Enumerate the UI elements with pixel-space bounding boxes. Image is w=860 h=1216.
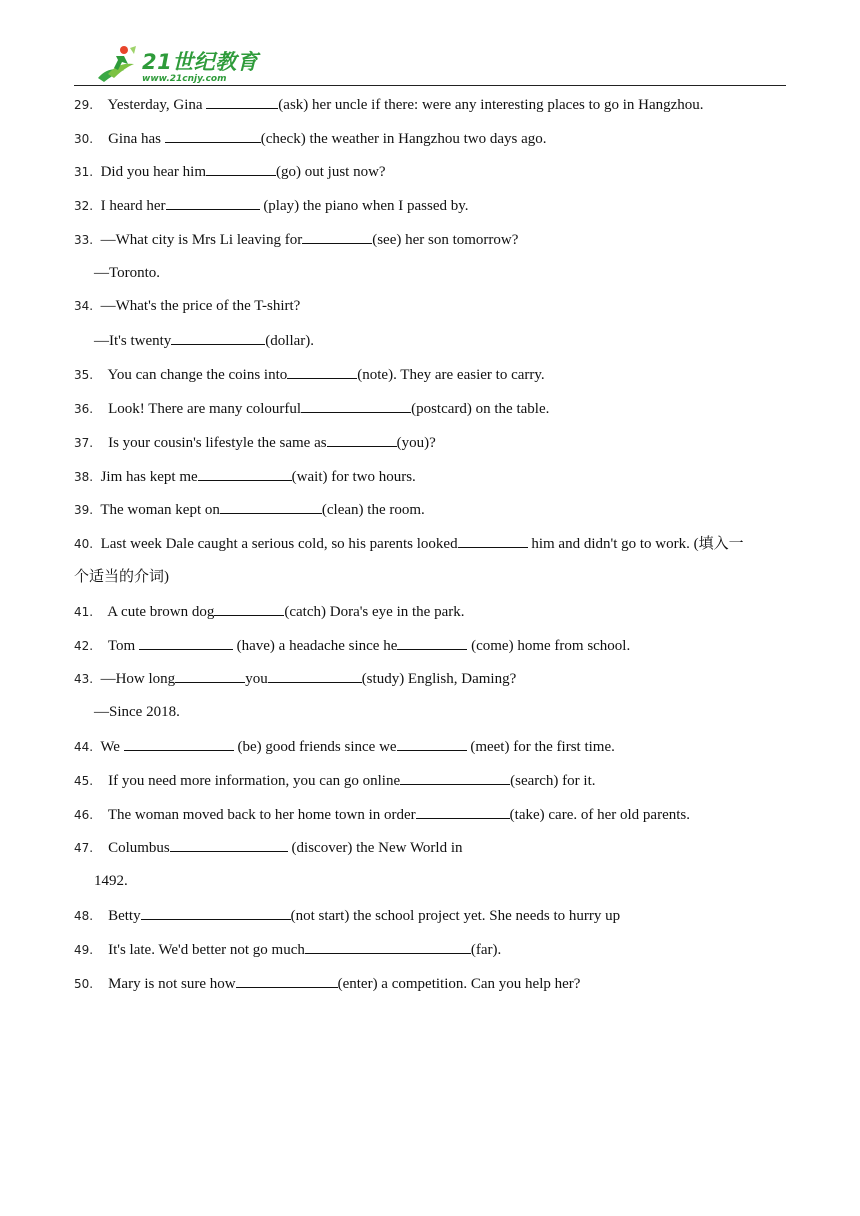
question-number: 50.: [74, 977, 94, 991]
question-text: (catch) Dora's eye in the park.: [284, 604, 465, 620]
question-text: —What city is Mrs Li leaving for: [100, 232, 303, 248]
answer-blank[interactable]: [397, 635, 467, 650]
answer-blank[interactable]: [124, 736, 234, 751]
question-46: [74, 804, 690, 825]
question-text: (discover) the New World in: [287, 840, 463, 856]
page-header: [74, 40, 786, 86]
question-text: (ask) her uncle if there: were any interesting places to go in Hangzhou.: [278, 97, 704, 113]
question-text: (have) a headache since he: [232, 638, 398, 654]
question-text: Tom: [107, 638, 139, 654]
question-40-continued: [74, 567, 169, 587]
question-text: 个适当的介词): [74, 569, 169, 585]
question-number: 30.: [74, 132, 94, 146]
header-rule: [74, 85, 786, 86]
answer-blank[interactable]: [206, 94, 278, 109]
question-43-reply: [94, 702, 180, 722]
question-text: Last week Dale caught a serious cold, so his parents looked: [100, 536, 458, 552]
question-text: (come) home from school.: [467, 638, 631, 654]
answer-blank[interactable]: [165, 128, 261, 143]
question-33: [74, 229, 518, 250]
question-text: Is your cousin's lifestyle the same as: [108, 435, 327, 451]
question-35: [74, 364, 545, 385]
logo-title: 21世纪教育: [142, 50, 259, 74]
question-number: 45.: [74, 774, 94, 788]
logo-url: www.21cnjy.com: [142, 74, 227, 84]
question-34-reply: [94, 330, 314, 351]
question-number: 39.: [74, 503, 94, 517]
question-text: (go) out just now?: [276, 164, 386, 180]
question-33-reply: [94, 263, 160, 283]
answer-blank[interactable]: [171, 330, 265, 345]
reply-text: —Since 2018.: [94, 704, 180, 720]
reply-text: —Toronto.: [94, 265, 161, 281]
question-number: 46.: [74, 808, 94, 822]
question-text: (check) the weather in Hangzhou two days ago.: [260, 131, 547, 147]
question-text: (take) care. of her old parents.: [509, 807, 690, 823]
question-39: [74, 499, 425, 520]
question-text: (far).: [470, 942, 502, 958]
question-50: [74, 973, 580, 994]
question-40: [74, 533, 744, 554]
question-number: 47.: [74, 841, 94, 855]
question-text: (clean) the room.: [321, 502, 425, 518]
question-number: 35.: [74, 368, 94, 382]
question-text: Look! There are many colourful: [108, 401, 302, 417]
question-29: [74, 94, 704, 115]
logo: [94, 42, 258, 84]
question-41: [74, 601, 464, 622]
answer-blank[interactable]: [458, 533, 528, 548]
question-text: Mary is not sure how: [108, 976, 236, 992]
answer-blank[interactable]: [206, 161, 276, 176]
answer-blank[interactable]: [397, 736, 467, 751]
answer-blank[interactable]: [416, 804, 510, 819]
question-number: 36.: [74, 402, 94, 416]
answer-blank[interactable]: [166, 195, 260, 210]
question-text: Did you hear him: [100, 164, 206, 180]
question-32: [74, 195, 469, 216]
question-number: 37.: [74, 436, 94, 450]
question-44: [74, 736, 615, 757]
question-text: Jim has kept me: [100, 469, 198, 485]
question-text: (wait) for two hours.: [291, 469, 416, 485]
question-text: (not start) the school project yet. She needs to hurry up: [290, 908, 621, 924]
answer-blank[interactable]: [175, 668, 245, 683]
answer-blank[interactable]: [327, 432, 397, 447]
question-number: 40.: [74, 537, 94, 551]
question-text: (be) good friends since we: [233, 739, 397, 755]
question-47: [74, 837, 463, 858]
answer-blank[interactable]: [301, 398, 411, 413]
question-text: We: [100, 739, 124, 755]
question-37: [74, 432, 436, 453]
reply-text: —It's twenty: [94, 333, 172, 349]
answer-blank[interactable]: [141, 905, 291, 920]
question-48: [74, 905, 620, 926]
question-number: 38.: [74, 470, 94, 484]
answer-blank[interactable]: [236, 973, 338, 988]
question-38: [74, 466, 416, 487]
question-number: 31.: [74, 165, 94, 179]
question-text: If you need more information, you can go online: [108, 773, 401, 789]
question-text: (see) her son tomorrow?: [372, 232, 519, 248]
answer-blank[interactable]: [214, 601, 284, 616]
question-text: (search) for it.: [510, 773, 596, 789]
answer-blank[interactable]: [268, 668, 362, 683]
question-number: 44.: [74, 740, 94, 754]
answer-blank[interactable]: [170, 837, 288, 852]
question-number: 49.: [74, 943, 94, 957]
question-43: [74, 668, 516, 689]
question-text: The woman moved back to her home town in order: [107, 807, 416, 823]
question-30: [74, 128, 546, 149]
question-47-continued: [94, 871, 128, 891]
question-number: 42.: [74, 639, 94, 653]
question-text: The woman kept on: [100, 502, 220, 518]
question-34: [74, 296, 300, 316]
question-49: [74, 939, 501, 960]
question-text: Betty: [108, 908, 141, 924]
question-text: Columbus: [108, 840, 170, 856]
question-text: (meet) for the first time.: [466, 739, 615, 755]
question-number: 43.: [74, 672, 94, 686]
question-text: It's late. We'd better not go much: [108, 942, 305, 958]
question-text: 1492.: [94, 873, 128, 889]
question-text: Gina has: [108, 131, 165, 147]
question-text: (postcard) on the table.: [411, 401, 550, 417]
question-text: (play) the piano when I passed by.: [259, 198, 469, 214]
question-text: him and didn't go to work. (填入一: [527, 536, 744, 552]
question-text: (study) English, Daming?: [361, 671, 517, 687]
question-text: you: [245, 671, 268, 687]
question-text: A cute brown dog: [107, 604, 215, 620]
question-number: 32.: [74, 199, 94, 213]
answer-blank[interactable]: [305, 939, 471, 954]
question-text: You can change the coins into: [107, 367, 288, 383]
question-text: (you)?: [396, 435, 436, 451]
question-text: (note). They are easier to carry.: [357, 367, 545, 383]
answer-blank[interactable]: [287, 364, 357, 379]
reply-text: (dollar).: [265, 333, 315, 349]
question-45: [74, 770, 595, 791]
answer-blank[interactable]: [220, 499, 322, 514]
answer-blank[interactable]: [400, 770, 510, 785]
question-31: [74, 161, 386, 182]
question-text: —What's the price of the T-shirt?: [100, 298, 301, 314]
question-number: 33.: [74, 233, 94, 247]
question-36: [74, 398, 549, 419]
question-text: I heard her: [100, 198, 166, 214]
answer-blank[interactable]: [198, 466, 292, 481]
question-number: 29.: [74, 98, 94, 112]
question-42: [74, 635, 630, 656]
question-text: (enter) a competition. Can you help her?: [337, 976, 581, 992]
answer-blank[interactable]: [139, 635, 233, 650]
answer-blank[interactable]: [302, 229, 372, 244]
question-text: Yesterday, Gina: [107, 97, 207, 113]
question-number: 41.: [74, 605, 94, 619]
runner-logo-icon: [94, 44, 138, 84]
question-number: 48.: [74, 909, 94, 923]
question-text: —How long: [100, 671, 176, 687]
question-number: 34.: [74, 299, 94, 313]
